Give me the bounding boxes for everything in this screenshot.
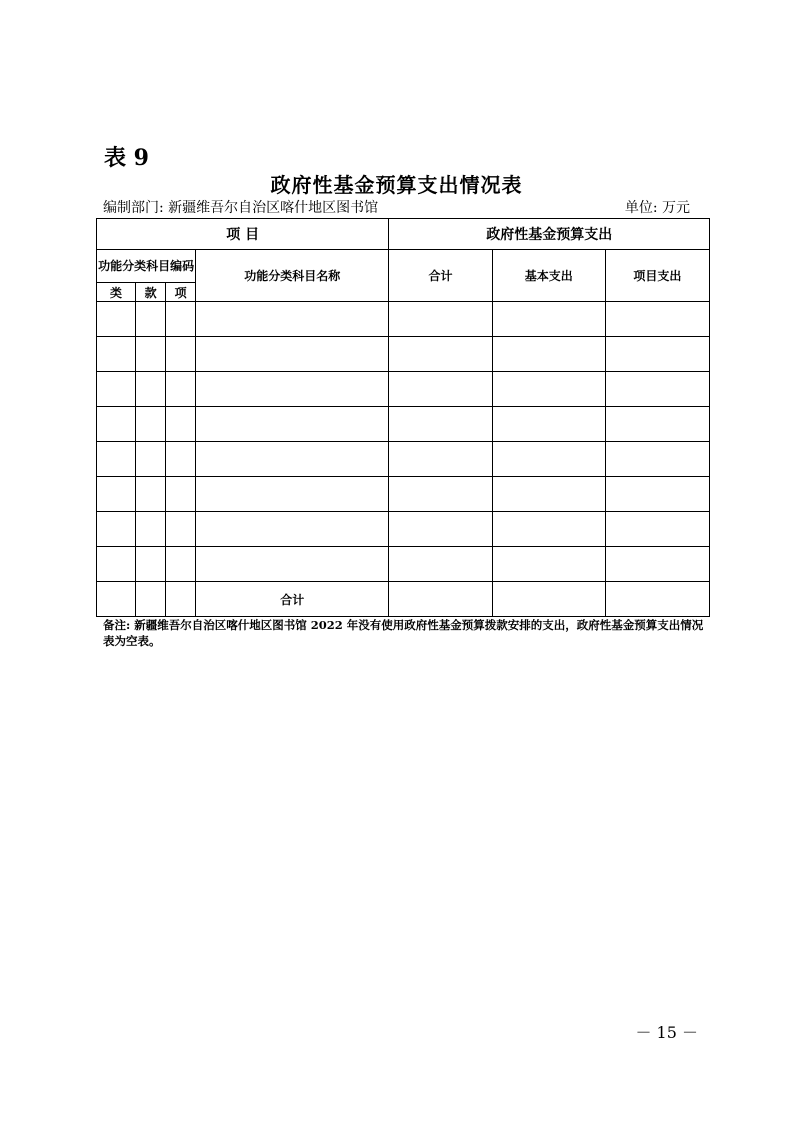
footnote: 备注: 新疆维吾尔自治区喀什地区图书馆 2022 年没有使用政府性基金预算拨款安排的支出，政府性基金预算支出情况表为空表。 — [103, 618, 704, 648]
cell — [97, 547, 136, 582]
header-expenditure-group: 政府性基金预算支出 — [389, 219, 710, 250]
cell — [492, 372, 605, 407]
cell — [136, 302, 166, 337]
table-row — [97, 442, 710, 477]
table-row — [97, 372, 710, 407]
cell — [166, 512, 196, 547]
document-title: 政府性基金预算支出情况表 — [270, 173, 523, 197]
header-item: 项 — [166, 283, 196, 302]
total-row-label: 合计 — [196, 582, 389, 617]
cell — [389, 302, 492, 337]
cell — [136, 337, 166, 372]
cell — [196, 547, 389, 582]
cell — [605, 337, 709, 372]
cell — [196, 302, 389, 337]
cell — [492, 442, 605, 477]
cell — [166, 372, 196, 407]
cell — [492, 302, 605, 337]
table-row — [97, 337, 710, 372]
cell — [196, 407, 389, 442]
cell — [97, 477, 136, 512]
cell — [389, 407, 492, 442]
cell — [605, 407, 709, 442]
cell — [389, 512, 492, 547]
page-number: － 15 － — [635, 1023, 698, 1042]
cell — [492, 477, 605, 512]
unit-label: 单位: 万元 — [624, 200, 690, 216]
compiling-department: 编制部门: 新疆维吾尔自治区喀什地区图书馆 — [103, 200, 379, 216]
cell — [166, 442, 196, 477]
cell — [97, 372, 136, 407]
cell — [136, 477, 166, 512]
cell — [492, 512, 605, 547]
cell — [166, 337, 196, 372]
header-basic-expenditure: 基本支出 — [492, 250, 605, 302]
table-number-label: 表 9 — [104, 145, 149, 171]
cell — [97, 582, 136, 617]
cell — [605, 372, 709, 407]
table-row — [97, 512, 710, 547]
cell — [97, 407, 136, 442]
table-row — [97, 407, 710, 442]
cell — [97, 442, 136, 477]
cell — [97, 337, 136, 372]
cell — [196, 372, 389, 407]
cell — [97, 512, 136, 547]
cell — [492, 337, 605, 372]
cell — [389, 337, 492, 372]
cell — [389, 547, 492, 582]
header-item-group: 项 目 — [97, 219, 389, 250]
cell — [605, 582, 709, 617]
cell — [136, 547, 166, 582]
cell — [136, 582, 166, 617]
table-row — [97, 477, 710, 512]
cell — [605, 547, 709, 582]
header-project-expenditure: 项目支出 — [605, 250, 709, 302]
cell — [166, 547, 196, 582]
header-function-code: 功能分类科目编码 — [97, 250, 196, 283]
cell — [196, 477, 389, 512]
cell — [196, 512, 389, 547]
cell — [389, 442, 492, 477]
cell — [136, 512, 166, 547]
cell — [605, 477, 709, 512]
header-section: 款 — [136, 283, 166, 302]
cell — [196, 337, 389, 372]
cell — [492, 407, 605, 442]
cell — [492, 547, 605, 582]
table-row — [97, 547, 710, 582]
cell — [389, 582, 492, 617]
cell — [605, 442, 709, 477]
cell — [166, 302, 196, 337]
table-row — [97, 302, 710, 337]
cell — [166, 407, 196, 442]
header-class: 类 — [97, 283, 136, 302]
cell — [389, 372, 492, 407]
cell — [492, 582, 605, 617]
cell — [605, 512, 709, 547]
cell — [196, 442, 389, 477]
header-total: 合计 — [389, 250, 492, 302]
budget-table — [96, 218, 710, 617]
cell — [605, 302, 709, 337]
cell — [136, 442, 166, 477]
cell — [166, 477, 196, 512]
cell — [136, 372, 166, 407]
header-function-name: 功能分类科目名称 — [196, 250, 389, 302]
total-row — [97, 582, 710, 617]
cell — [166, 582, 196, 617]
cell — [136, 407, 166, 442]
cell — [389, 477, 492, 512]
cell — [97, 302, 136, 337]
